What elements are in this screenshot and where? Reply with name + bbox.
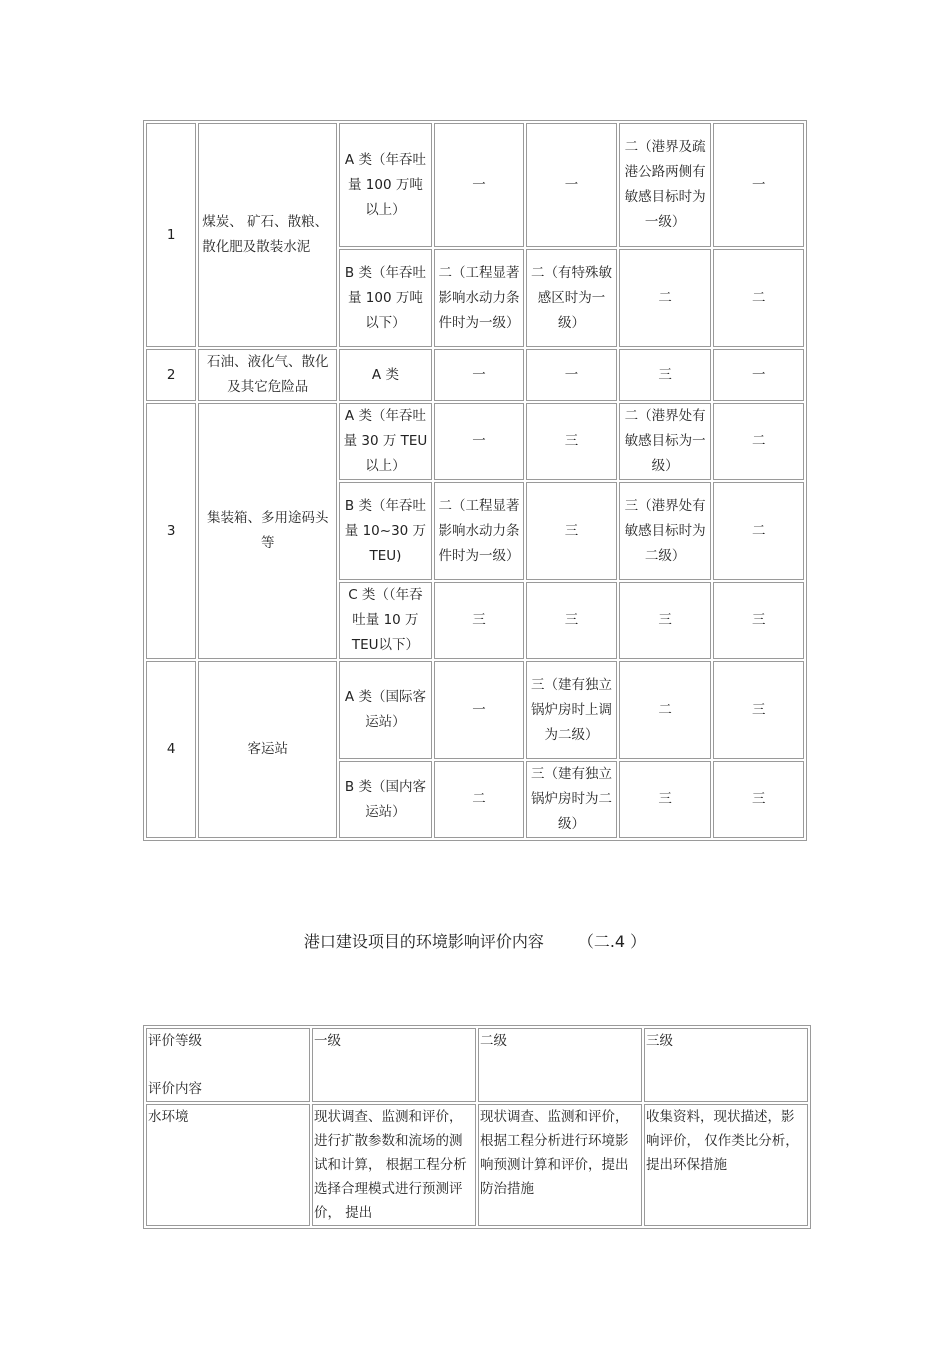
port-type-cell: 客运站 [198, 661, 337, 838]
grade-cell: 二 [713, 249, 804, 347]
water-env-level1: 现状调查、监测和评价，进行扩散参数和流场的测试和计算， 根据工程分析选择合理模式进行预测评价， 提出 [312, 1104, 476, 1226]
grade-cell: 一 [713, 349, 804, 401]
category-cell: B 类（年吞吐量 10~30 万 TEU) [339, 482, 432, 580]
grade-cell: 三 [526, 482, 617, 580]
grade-cell: 三 [713, 761, 804, 838]
grade-cell: 一 [434, 403, 525, 480]
grade-cell: 二 [619, 661, 712, 759]
grade-cell: 二（港界处有敏感目标为一级） [619, 403, 712, 480]
row-number: 3 [146, 403, 196, 659]
header-level2: 二级 [478, 1028, 642, 1102]
row-number: 2 [146, 349, 196, 401]
header-level3: 三级 [644, 1028, 808, 1102]
port-grade-table [143, 120, 807, 841]
section-number: （二.4 ） [577, 932, 647, 951]
section-title-text: 港口建设项目的环境影响评价内容 [303, 932, 544, 951]
category-cell: A 类（年吞吐量 30 万 TEU 以上） [339, 403, 432, 480]
grade-cell: 三（建有独立锅炉房时上调为二级） [526, 661, 617, 759]
grade-cell: 二 [619, 249, 712, 347]
category-cell: B 类（国内客运站） [339, 761, 432, 838]
grade-cell: 三 [526, 582, 617, 659]
header-level1: 一级 [312, 1028, 476, 1102]
grade-cell: 三 [434, 582, 525, 659]
grade-cell: 一 [526, 123, 617, 247]
grade-cell: 一 [434, 349, 525, 401]
grade-cell: 三 [713, 582, 804, 659]
section-title [0, 930, 950, 954]
content-label: 评价内容 [148, 1081, 202, 1097]
grade-cell: 二（有特殊敏感区时为一级） [526, 249, 617, 347]
grade-cell: 一 [434, 661, 525, 759]
water-env-label: 水环境 [146, 1104, 310, 1226]
grade-cell: 二 [713, 403, 804, 480]
water-env-level2: 现状调查、监测和评价，根据工程分析进行环境影响预测计算和评价，提出防治措施 [478, 1104, 642, 1226]
grade-cell: 三（港界处有敏感目标时为二级） [619, 482, 712, 580]
port-type-cell: 煤炭、 矿石、散粮、散化肥及散装水泥 [198, 123, 337, 347]
grade-cell: 三 [713, 661, 804, 759]
grade-label: 评价等级 [148, 1033, 202, 1049]
row-number: 1 [146, 123, 196, 347]
port-type-cell: 石油、液化气、散化及其它危险品 [198, 349, 337, 401]
grade-cell: 一 [434, 123, 525, 247]
water-env-level3: 收集资料，现状描述，影响评价， 仅作类比分析，提出环保措施 [644, 1104, 808, 1226]
grade-cell: 一 [526, 349, 617, 401]
header-grade-content-cell [146, 1028, 310, 1102]
grade-cell: 二（工程显著影响水动力条件时为一级） [434, 482, 525, 580]
grade-cell: 一 [713, 123, 804, 247]
grade-cell: 二（工程显著影响水动力条件时为一级） [434, 249, 525, 347]
category-cell: B 类（年吞吐量 100 万吨以下） [339, 249, 432, 347]
category-cell: A 类 [339, 349, 432, 401]
grade-cell: 三 [619, 582, 712, 659]
grade-cell: 三 [619, 761, 712, 838]
grade-cell: 三 [526, 403, 617, 480]
grade-cell: 二 [713, 482, 804, 580]
grade-cell: 二（港界及疏港公路两侧有敏感目标时为一级） [619, 123, 712, 247]
category-cell: A 类（年吞吐量 100 万吨以上） [339, 123, 432, 247]
category-cell: A 类（国际客运站） [339, 661, 432, 759]
port-type-cell: 集装箱、多用途码头等 [198, 403, 337, 659]
category-cell: C 类（（年吞吐量 10 万 TEU以下） [339, 582, 432, 659]
grade-cell: 二 [434, 761, 525, 838]
assessment-content-table [143, 1025, 811, 1229]
grade-cell: 三 [619, 349, 712, 401]
grade-cell: 三（建有独立锅炉房时为二级） [526, 761, 617, 838]
row-number: 4 [146, 661, 196, 838]
